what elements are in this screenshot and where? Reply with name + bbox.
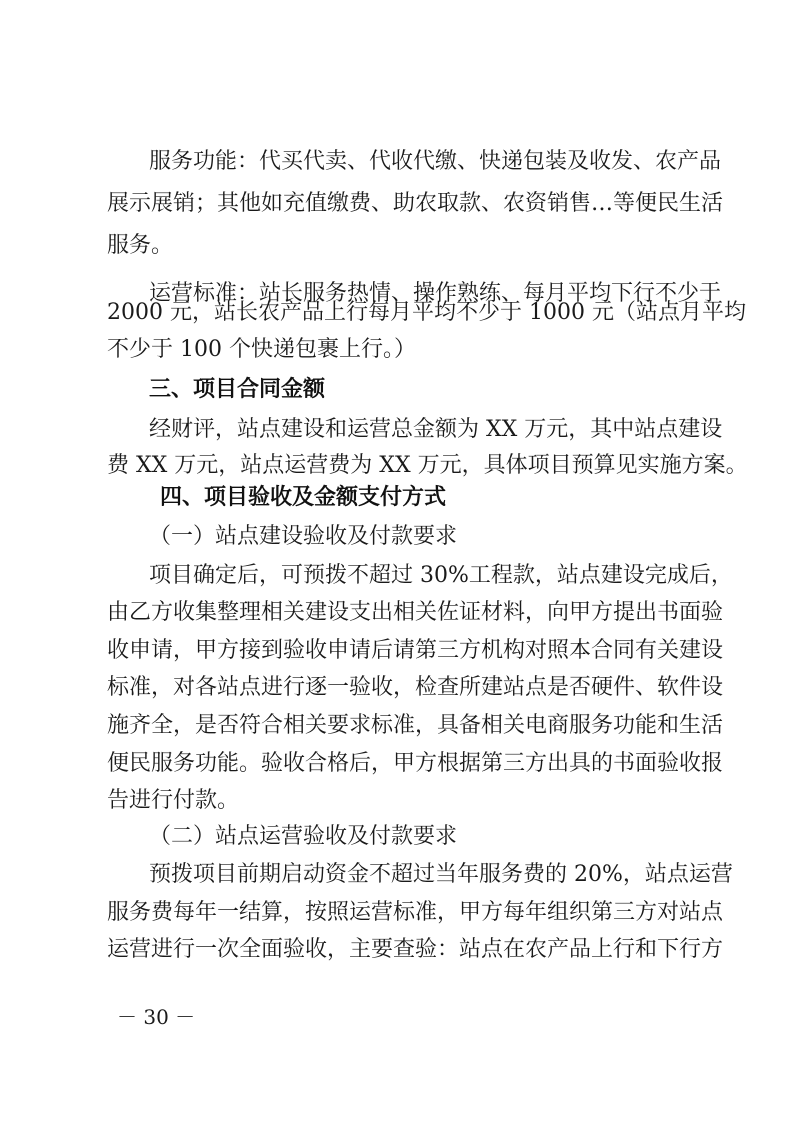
- sub1-body-line-6: 便民服务功能。验收合格后，甲方根据第三方出具的书面验收报: [107, 751, 724, 776]
- sub1-body-line-1: 项目确定后，可预拨不超过 30%工程款，站点建设完成后，: [149, 563, 733, 588]
- sub1-body-line-2: 由乙方收集整理相关建设支出相关佐证材料，向甲方提出书面验: [107, 600, 724, 625]
- sub2-body-line-2: 服务费每年一结算，按照运营标准，甲方每年组织第三方对站点: [107, 900, 724, 925]
- operation-standard-line-3: 不少于 100 个快递包裹上行。）: [107, 337, 416, 362]
- subsection-heading-operation-acceptance: （二）站点运营验收及付款要求: [149, 824, 458, 849]
- subsection-heading-construction-acceptance: （一）站点建设验收及付款要求: [149, 524, 458, 549]
- service-functions-line-3: 服务。: [107, 233, 174, 258]
- operation-standard-line-2: 2000 元，站长农产品上行每月平均不少于 1000 元（站点月平均: [107, 300, 746, 325]
- sub1-body-line-4: 标准，对各站点进行逐一验收，检查所建站点是否硬件、软件设: [107, 675, 724, 700]
- section3-body-line-2: 费 XX 万元，站点运营费为 XX 万元，具体项目预算见实施方案。: [107, 453, 748, 478]
- sub2-body-line-1: 预拨项目前期启动资金不超过当年服务费的 20%，站点运营: [149, 862, 733, 887]
- service-functions-line-2: 展示展销；其他如充值缴费、助农取款、农资销售…等便民生活: [107, 191, 724, 216]
- section3-body-line-1: 经财评，站点建设和运营总金额为 XX 万元，其中站点建设: [149, 417, 723, 442]
- sub1-body-line-5: 施齐全，是否符合相关要求标准，具备相关电商服务功能和生活: [107, 713, 724, 738]
- sub1-body-line-3: 收申请，甲方接到验收申请后请第三方机构对照本合同有关建设: [107, 638, 724, 663]
- sub1-body-line-7: 告进行付款。: [107, 788, 240, 813]
- service-functions-line-1: 服务功能：代买代卖、代收代缴、快递包装及收发、农产品: [149, 149, 722, 174]
- sub2-body-line-3: 运营进行一次全面验收，主要查验：站点在农产品上行和下行方: [107, 937, 724, 962]
- page-number: － 30 －: [117, 1005, 196, 1029]
- section-heading-acceptance-payment: 四、项目验收及金额支付方式: [160, 485, 447, 510]
- operation-standard-line-1: 运营标准：站长服务热情、操作熟练、每月平均下行不少于: [149, 281, 722, 306]
- section-heading-contract-amount: 三、项目合同金额: [149, 377, 326, 402]
